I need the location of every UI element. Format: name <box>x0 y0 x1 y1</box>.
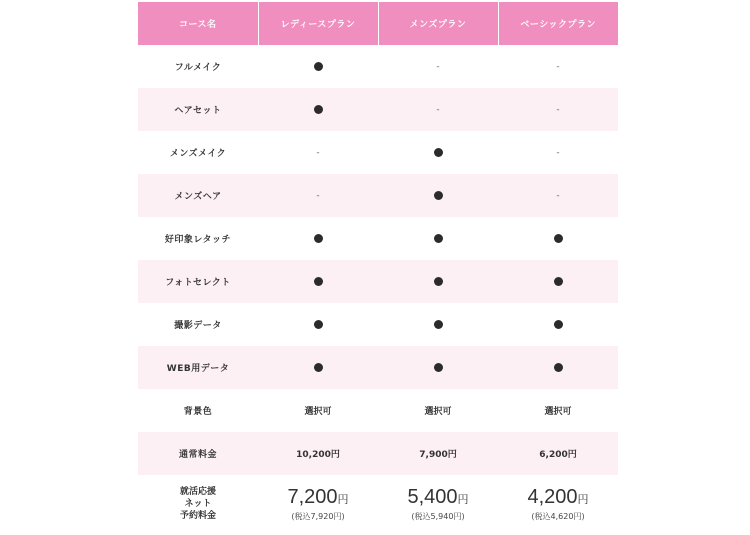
table-cell <box>498 88 618 131</box>
filled-circle-icon <box>314 277 323 286</box>
row-label: フォトセレクト <box>138 260 258 303</box>
dash-marker: - <box>316 147 320 158</box>
table-row <box>138 432 618 475</box>
table-row <box>138 174 618 217</box>
table-cell <box>498 131 618 174</box>
table-row <box>138 131 618 174</box>
table-cell <box>378 217 498 260</box>
table-cell: 選択可 <box>544 407 572 417</box>
table-cell <box>378 346 498 389</box>
price-number: 7,200 <box>287 485 338 508</box>
dash-marker: - <box>436 104 440 115</box>
price-cell <box>498 475 618 533</box>
filled-circle-icon <box>434 277 443 286</box>
net-reservation-price-row <box>138 475 618 533</box>
header-basic-plan: ベーシックプラン <box>498 2 618 45</box>
filled-circle-icon <box>314 234 323 243</box>
price-unit: 円 <box>577 493 589 506</box>
table-cell <box>258 131 378 174</box>
table-cell: 10,200円 <box>258 432 378 475</box>
table-cell <box>378 131 498 174</box>
dash-marker: - <box>556 104 560 115</box>
row-label: 背景色 <box>183 407 213 417</box>
row-label-line: ネット <box>184 499 212 509</box>
table-cell <box>258 260 378 303</box>
filled-circle-icon <box>314 105 323 114</box>
table-cell <box>498 303 618 346</box>
dash-marker: - <box>316 190 320 201</box>
table-cell <box>498 260 618 303</box>
table-cell <box>378 303 498 346</box>
filled-circle-icon <box>434 234 443 243</box>
price-number: 5,400 <box>407 485 458 508</box>
row-label-line: 予約料金 <box>179 511 216 521</box>
row-label-line: 就活応援 <box>179 487 216 497</box>
filled-circle-icon <box>314 320 323 329</box>
price-amount <box>378 486 498 511</box>
price-amount <box>498 486 618 511</box>
table-cell <box>378 45 498 88</box>
plan-comparison-table <box>138 2 618 533</box>
table-row <box>138 217 618 260</box>
header-mens-plan: メンズプラン <box>378 2 498 45</box>
row-label: メンズメイク <box>169 149 227 159</box>
filled-circle-icon <box>314 62 323 71</box>
header-course-name: コース名 <box>138 2 258 45</box>
table-cell <box>378 88 498 131</box>
price-tax-included: (税込7,920円) <box>291 511 345 521</box>
header-row <box>138 2 618 45</box>
row-label <box>138 475 258 533</box>
filled-circle-icon <box>554 320 563 329</box>
table-cell <box>258 174 378 217</box>
dash-marker: - <box>436 61 440 72</box>
table-cell <box>498 174 618 217</box>
table-cell <box>258 88 378 131</box>
table-cell <box>378 174 498 217</box>
row-label: フルメイク <box>174 63 222 73</box>
table-row <box>138 260 618 303</box>
filled-circle-icon <box>434 148 443 157</box>
filled-circle-icon <box>434 191 443 200</box>
table-cell <box>498 217 618 260</box>
dash-marker: - <box>556 147 560 158</box>
filled-circle-icon <box>434 363 443 372</box>
table-cell <box>258 303 378 346</box>
price-unit: 円 <box>337 493 349 506</box>
price-unit: 円 <box>457 493 469 506</box>
table-cell <box>378 260 498 303</box>
table-row <box>138 88 618 131</box>
table-body <box>138 45 618 533</box>
table-cell <box>498 346 618 389</box>
dash-marker: - <box>556 61 560 72</box>
price-tax-included: (税込4,620円) <box>531 511 585 521</box>
price-amount <box>258 486 378 511</box>
filled-circle-icon <box>554 277 563 286</box>
row-label: 好印象レタッチ <box>164 235 232 245</box>
table-row <box>138 346 618 389</box>
table-cell <box>258 45 378 88</box>
row-label: メンズヘア <box>138 174 258 217</box>
filled-circle-icon <box>314 363 323 372</box>
table-cell <box>498 45 618 88</box>
header-ladies-plan: レディースプラン <box>258 2 378 45</box>
table-cell: 7,900円 <box>378 432 498 475</box>
table-row <box>138 45 618 88</box>
table-cell: 6,200円 <box>498 432 618 475</box>
table-cell: 選択可 <box>424 407 452 417</box>
dash-marker: - <box>556 190 560 201</box>
row-label: ヘアセット <box>138 88 258 131</box>
filled-circle-icon <box>554 234 563 243</box>
row-label: 撮影データ <box>174 321 222 331</box>
table-row <box>138 389 618 432</box>
price-cell <box>258 475 378 533</box>
plan-comparison-table-wrapper <box>138 2 618 533</box>
price-cell <box>378 475 498 533</box>
table-cell: 選択可 <box>304 407 332 417</box>
table-cell <box>258 217 378 260</box>
table-row <box>138 303 618 346</box>
filled-circle-icon <box>554 363 563 372</box>
price-number: 4,200 <box>527 485 578 508</box>
filled-circle-icon <box>434 320 443 329</box>
row-label: WEB用データ <box>138 346 258 389</box>
price-tax-included: (税込5,940円) <box>411 511 465 521</box>
table-cell <box>258 346 378 389</box>
row-label: 通常料金 <box>138 432 258 475</box>
